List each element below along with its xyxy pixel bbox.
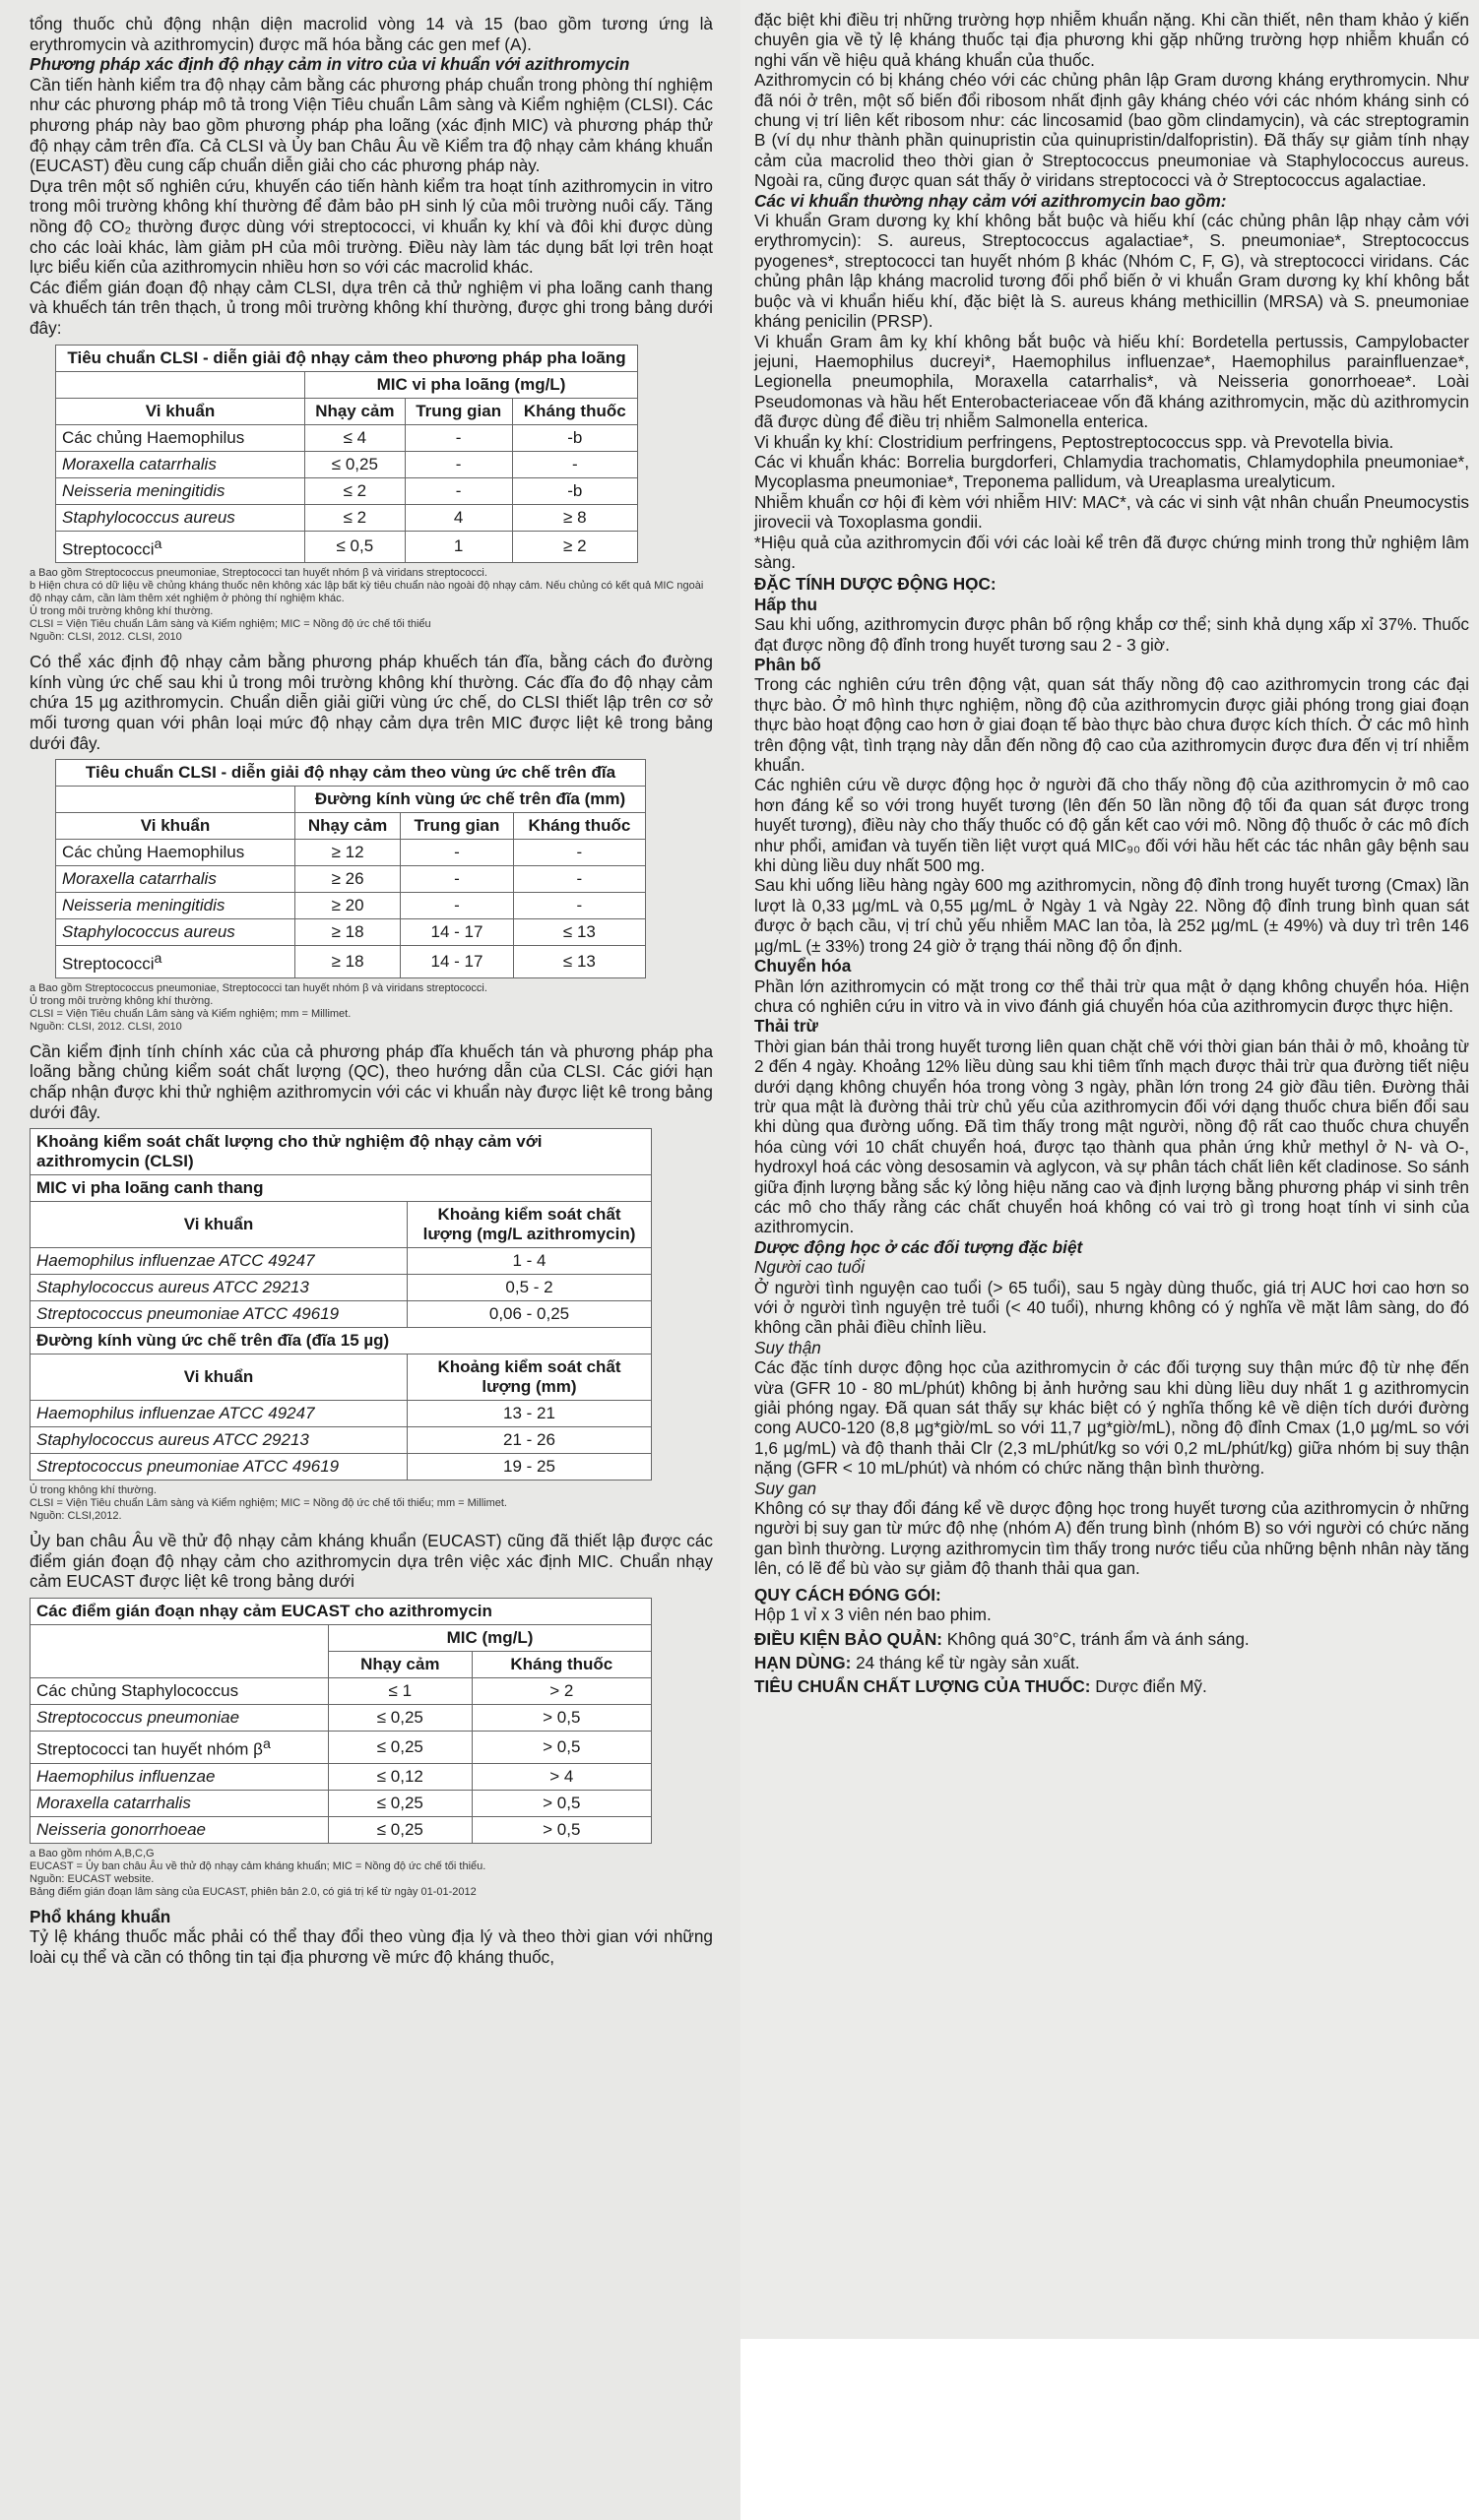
value-cell-r: -b bbox=[512, 477, 637, 504]
bacteria-name-cell bbox=[31, 1763, 329, 1790]
spectrum-paragraph: Tỷ lệ kháng thuốc mắc phải có thể thay đổi theo vùng địa lý và theo thời gian với những loài cụ thể và cần có thông tin tại địa phương về mức độ kháng thuốc, bbox=[30, 1926, 713, 1967]
table-row bbox=[56, 424, 638, 451]
hepatic-paragraph: Không có sự thay đổi đáng kể về dược động học trong huyết tương của azithromycin ở những người bị suy gan từ mức độ nhẹ (nhóm A) đến trung bình (nhóm B) so với người có chức năng gan bình thường. Lượng azithromycin tìm thấy trong nước tiểu của những bệnh nhân này tăng lên, có lẽ để bù vào sự giảm độ thanh thải qua gan. bbox=[754, 1498, 1469, 1579]
metabolism-heading: Chuyển hóa bbox=[754, 956, 852, 976]
bacteria-name: Moraxella catarrhalis bbox=[62, 454, 217, 473]
range-cell: 19 - 25 bbox=[408, 1454, 652, 1480]
bacteria-name: Staphylococcus aureus bbox=[62, 922, 235, 942]
bacteria-name: Haemophilus influenzae bbox=[36, 1766, 216, 1786]
bacteria-name: Streptococci tan huyết nhóm β bbox=[36, 1739, 263, 1759]
eucast-table bbox=[30, 1598, 652, 1844]
continued-paragraph: đặc biệt khi điều trị những trường hợp nhiễm khuẩn nặng. Khi cần thiết, nên tham khảo ý kiến chuyên gia về tỷ lệ kháng thuốc tại địa phương khi gặp những trường hợp nhiễm khuẩn có nghi vấn về hiệu quả kháng khuẩn của thuốc. bbox=[754, 10, 1469, 70]
value-cell-s: ≤ 1 bbox=[329, 1677, 473, 1704]
value-cell-r: - bbox=[512, 451, 637, 477]
table-body bbox=[31, 1677, 652, 1843]
footnote-line: EUCAST = Ủy ban châu Âu về thử độ nhạy cảm kháng khuẩn; MIC = Nồng độ ức chế tối thiểu. bbox=[30, 1859, 486, 1872]
footnote-line: CLSI = Viện Tiêu chuẩn Lâm sàng và Kiểm nghiệm; MIC = Nồng độ ức chế tối thiểu; mm = Millimet. bbox=[30, 1497, 507, 1510]
table-row bbox=[31, 1816, 652, 1843]
col-header-susceptible: Nhạy cảm bbox=[295, 813, 401, 840]
value-cell-s: ≤ 2 bbox=[305, 504, 406, 531]
footnote-marker: a bbox=[154, 951, 162, 968]
table-footnotes bbox=[30, 1848, 713, 1899]
quality-line bbox=[754, 1676, 1469, 1696]
distribution-paragraph-3: Sau khi uống liều hàng ngày 600 mg azithromycin, nồng độ đỉnh trong huyết tương (Cmax) lần lượt là 0,33 µg/mL và 0,55 µg/mL ở Ngày 1 và Ngày 22. Nồng độ đỉnh trung bình quan sát được ở bạch cầu, vị trí chủ yếu nhiễm MAC lan tỏa, là 252 µg/mL (± 49%) và duy trì trên 146 µg/mL (± 33%) trong 24 giờ ở trạng thái nồng độ ổn định. bbox=[754, 875, 1469, 956]
range-cell: 13 - 21 bbox=[408, 1401, 652, 1427]
value-cell-i: 14 - 17 bbox=[401, 946, 514, 978]
bacteria-name-cell bbox=[56, 866, 295, 893]
bacteria-name-cell bbox=[56, 840, 295, 866]
table-group-header: MIC (mg/L) bbox=[329, 1624, 652, 1651]
method-paragraph-2: Dựa trên một số nghiên cứu, khuyến cáo tiến hành kiểm tra hoạt tính azithromycin in vitro trong môi trường không khí thường để đảm bảo pH sinh lý của môi trường nuôi cấy. Tăng nồng độ CO₂ thường được dùng với streptococci, vi khuẩn kỵ khí và đôi khi được dùng cho các loài khác, làm giảm pH của môi trường. Điều này làm tác dụng bất lợi trên hoạt lực biểu kiến của azithromycin nhiều hơn so với các macrolid khác. bbox=[30, 175, 713, 278]
storage-line bbox=[754, 1629, 1469, 1649]
table-footnotes bbox=[30, 1484, 713, 1523]
bacteria-name: Neisseria meningitidis bbox=[62, 480, 225, 500]
bacteria-name: Staphylococcus aureus ATCC 29213 bbox=[36, 1430, 309, 1450]
col-header-resistant: Kháng thuốc bbox=[472, 1651, 651, 1677]
value-cell-r: > 0,5 bbox=[472, 1816, 651, 1843]
anaerobes-paragraph: Vi khuẩn kỵ khí: Clostridium perfringens, Peptostreptococcus spp. và Prevotella bivia. bbox=[754, 431, 1394, 452]
bacteria-name-cell bbox=[31, 1677, 329, 1704]
value-cell-r: - bbox=[513, 893, 645, 919]
bacteria-name-cell bbox=[56, 893, 295, 919]
bacteria-name-cell bbox=[31, 1790, 329, 1816]
table-row bbox=[31, 1704, 652, 1731]
distribution-paragraph-1: Trong các nghiên cứu trên động vật, quan sát thấy nồng độ cao azithromycin trong các đại thực bào. Ở mô hình thực nghiệm, nồng độ của azithromycin được giải phóng trong giai đoạn thực bào hoạt động cao hơn ở giai đoạn tế bào thực bào chưa được kích thích. Ở các mô hình trên động vật, tình trạng này dẫn đến nồng độ cao của azithromycin được đưa đến vị trí nhiễm khuẩn. bbox=[754, 674, 1469, 776]
storage-value: Không quá 30°C, tránh ẩm và ánh sáng. bbox=[946, 1628, 1250, 1649]
value-cell-r: > 2 bbox=[472, 1677, 651, 1704]
value-cell-s: ≤ 0,5 bbox=[305, 531, 406, 563]
table-section-broth: MIC vi pha loãng canh thang bbox=[31, 1175, 652, 1202]
value-cell-s: ≥ 18 bbox=[295, 919, 401, 946]
table-caption: Tiêu chuẩn CLSI - diễn giải độ nhạy cảm theo phương pháp pha loãng bbox=[56, 345, 638, 371]
table-row bbox=[31, 1677, 652, 1704]
gram-positive-paragraph: Vi khuẩn Gram dương kỵ khí không bắt buộc và hiếu khí (các chủng phân lập nhạy cảm với erythromycin): S. aureus, Streptococcus agalactiae*, S. pneumoniae*, Streptococcus pyogenes*, streptococci tan huyết nhóm β khác (Nhóm C, F, G), và streptococci viridans. Các chủng phân lập kháng macrolid tương đối phổ biến ở vi khuẩn Gram dương kỵ khí không bắt buộc và vi khuẩn hiếu khí, đặc biệt là S. aureus kháng methicillin (MRSA) và S. pneumoniae kháng penicilin (PRSP). bbox=[754, 211, 1469, 332]
method-paragraph-3: Các điểm gián đoạn độ nhạy cảm CLSI, dựa trên cả thử nghiệm vi pha loãng canh thang và khuếch tán trên thạch, ủ trong môi trường không khí thường, được ghi trong bảng dưới đây: bbox=[30, 277, 713, 338]
bacteria-name: Các chủng Haemophilus bbox=[62, 427, 245, 447]
blank-area bbox=[740, 2339, 1479, 2520]
value-cell-s: ≥ 26 bbox=[295, 866, 401, 893]
bacteria-name: Streptococcus pneumoniae bbox=[36, 1707, 240, 1727]
col-header-range: Khoảng kiểm soát chất lượng (mg/L azithromycin) bbox=[408, 1202, 652, 1248]
bacteria-name-cell bbox=[31, 1731, 329, 1763]
range-cell: 1 - 4 bbox=[408, 1248, 652, 1275]
footnote-line: Nguồn: EUCAST website. bbox=[30, 1872, 155, 1885]
footnote-marker: a bbox=[262, 1735, 271, 1752]
bacteria-name-cell bbox=[31, 1704, 329, 1731]
value-cell-i: 1 bbox=[405, 531, 512, 563]
value-cell-s: ≤ 0,25 bbox=[305, 451, 406, 477]
footnote-line: Nguồn: CLSI,2012. bbox=[30, 1510, 122, 1523]
expiry-line bbox=[754, 1653, 1469, 1672]
bacteria-name-cell bbox=[56, 451, 305, 477]
value-cell-s: ≤ 0,25 bbox=[329, 1704, 473, 1731]
col-header-resistant: Kháng thuốc bbox=[512, 398, 637, 424]
efficacy-note: *Hiệu quả của azithromycin đối với các loài kể trên đã được chứng minh trong thử nghiệm lâm sàng. bbox=[754, 532, 1469, 572]
value-cell-r: > 0,5 bbox=[472, 1731, 651, 1763]
bacteria-name-cell bbox=[56, 424, 305, 451]
footnote-line: Nguồn: CLSI, 2012. CLSI, 2010 bbox=[30, 1020, 182, 1033]
footnote-line: a Bao gồm Streptococcus pneumoniae, Streptococci tan huyết nhóm β và viridans streptococci. bbox=[30, 981, 487, 994]
footnote-line: a Bao gồm nhóm A,B,C,G bbox=[30, 1847, 155, 1859]
method-heading: Phương pháp xác định độ nhạy cảm in vitro của vi khuẩn với azithromycin bbox=[30, 54, 630, 75]
bacteria-name-cell bbox=[31, 1816, 329, 1843]
method-paragraph-1: Cần tiến hành kiểm tra độ nhạy cảm bằng các phương pháp chuẩn trong phòng thí nghiệm như các phương pháp mô tả trong Viện Tiêu chuẩn Lâm sàng và Kiểm nghiệm (CLSI). Các phương pháp này bao gồm phương pháp pha loãng (xác định MIC) và phương pháp thử độ nhạy cảm trên đĩa. Cả CLSI và Ủy ban Châu Âu về Kiểm tra độ nhạy cảm kháng khuẩn (EUCAST) đều cung cấp chuẩn diễn giải cho các phương pháp này. bbox=[30, 74, 713, 176]
col-header-range: Khoảng kiểm soát chất lượng (mm) bbox=[408, 1354, 652, 1401]
value-cell-s: ≤ 0,25 bbox=[329, 1790, 473, 1816]
elimination-paragraph: Thời gian bán thải trong huyết tương liên quan chặt chẽ với thời gian bán thải ở mô, khoảng từ 2 đến 4 ngày. Khoảng 12% liều dùng sau khi tiêm tĩnh mạch được thải trừ qua đường tiết niệu dưới dạng không chuyển hóa trong vòng 3 ngày, phần lớn trong 24 giờ đầu tiên. Đường thải trừ qua mật là đường thải trừ chủ yếu của azithromycin đối với dạng thuốc chưa biến đổi sau khi dùng qua đường uống. Đã tìm thấy trong mật người, nồng độ rất cao thuốc chưa chuyển hóa cùng với 10 chất chuyển hoá, được tạo thành qua phản ứng khử methyl ở N- và O-, hydroxyl hoá các vòng desosamin và aglycon, và sự phân tách chất liên kết cladinose. So sánh giữa định lượng bằng sắc ký lỏng hiệu năng cao và định lượng bằng phương pháp vi sinh trên các mô cho thấy rằng các chất chuyển hoá không có vai trò gì trong hoạt tính vi sinh của azithromycin. bbox=[754, 1036, 1469, 1237]
table-caption: Các điểm gián đoạn nhạy cảm EUCAST cho azithromycin bbox=[31, 1598, 652, 1624]
range-cell: 0,06 - 0,25 bbox=[408, 1301, 652, 1328]
value-cell-s: ≤ 0,25 bbox=[329, 1731, 473, 1763]
value-cell-s: ≥ 18 bbox=[295, 946, 401, 978]
table-body bbox=[56, 840, 646, 978]
bacteria-name: Neisseria gonorrhoeae bbox=[36, 1819, 206, 1839]
bacteria-name: Streptococci bbox=[62, 539, 155, 559]
bacteria-name: Streptococcus pneumoniae ATCC 49619 bbox=[36, 1457, 340, 1477]
table-row bbox=[56, 504, 638, 531]
range-cell: 21 - 26 bbox=[408, 1427, 652, 1454]
bacteria-name: Các chủng Staphylococcus bbox=[36, 1680, 239, 1700]
bacteria-name: Streptococcus pneumoniae ATCC 49619 bbox=[36, 1304, 340, 1324]
value-cell-s: ≤ 4 bbox=[305, 424, 406, 451]
value-cell-i: - bbox=[401, 893, 514, 919]
distribution-heading: Phân bố bbox=[754, 655, 821, 674]
renal-heading: Suy thận bbox=[754, 1337, 821, 1357]
expiry-label: HẠN DÙNG: bbox=[754, 1652, 852, 1672]
table-row bbox=[31, 1454, 652, 1480]
renal-paragraph: Các đặc tính dược động học của azithromycin ở các đối tượng suy thận mức độ từ nhẹ đến vừa (GFR 10 - 80 mL/phút) không bị ảnh hưởng sau khi dùng liều duy nhất 1 g azithromycin giải phóng ngay. Đã quan sát thấy sự khác biệt có ý nghĩa thống kê về diện tích dưới đường cong AUC0-120 (8,8 µg*giờ/mL so với 11,7 µg*giờ/mL), nồng độ đỉnh Cmax (1,0 µg/mL so với 1,6 µg/mL) và độ thanh thải Clr (2,3 mL/phút/kg so với 0,2 mL/phút/kg) giữa nhóm bị suy thận nặng (GFR < 10 mL/phút) và nhóm có chức năng thận bình thường. bbox=[754, 1357, 1469, 1479]
table-caption: Tiêu chuẩn CLSI - diễn giải độ nhạy cảm theo vùng ức chế trên đĩa bbox=[56, 760, 646, 787]
cross-resistance-paragraph: Azithromycin có bị kháng chéo với các chủng phân lập Gram dương kháng erythromycin. Như đã nói ở trên, một số biến đổi ribosom nhất định gây kháng chéo với các nhóm kháng sinh có chung vị trí liên kết ribosom như: các lincosamid (bao gồm clindamycin), và các streptogramin B (ví dụ như thành phần quinupristin của quinupristin/dalfopristin). Đã thấy sự giảm tính nhạy cảm của macrolid theo thời gian ở Streptococcus pneumoniae và Staphylococcus aureus. Ngoài ra, cũng được quan sát thấy ở viridans streptococci và ở Streptococcus agalactiae. bbox=[754, 70, 1469, 191]
footnote-line: b Hiện chưa có dữ liệu về chủng kháng thuốc nên không xác lập bất kỳ tiêu chuẩn nào ngoài độ nhạy cảm. Nếu chủng có kết quả MIC ngoài độ nhạy cảm, cần làm thêm xét nghiệm ở phòng thí nghiệm khác. bbox=[30, 580, 704, 605]
bacteria-name: Moraxella catarrhalis bbox=[62, 869, 217, 889]
table-footnotes bbox=[30, 982, 713, 1034]
table-row bbox=[31, 1790, 652, 1816]
bacteria-name-cell bbox=[56, 477, 305, 504]
col-header-bacteria: Vi khuẩn bbox=[56, 398, 305, 424]
table-row bbox=[56, 946, 646, 978]
pk-heading: ĐẶC TÍNH DƯỢC ĐỘNG HỌC: bbox=[754, 574, 997, 595]
table-row bbox=[56, 840, 646, 866]
table-row bbox=[56, 451, 638, 477]
value-cell-r: ≤ 13 bbox=[513, 946, 645, 978]
other-bacteria-paragraph: Các vi khuẩn khác: Borrelia burgdorferi, Chlamydia trachomatis, Chlamydophila pneumoniae*, Mycoplasma pneumoniae*, Treponema pallidum, và Ureaplasma urealyticum. bbox=[754, 451, 1469, 492]
bacteria-name-cell bbox=[31, 1401, 408, 1427]
bacteria-name-cell bbox=[31, 1454, 408, 1480]
table-row bbox=[56, 919, 646, 946]
bacteria-name-cell bbox=[31, 1301, 408, 1328]
table-row bbox=[56, 477, 638, 504]
footnote-line: Nguồn: CLSI, 2012. CLSI, 2010 bbox=[30, 631, 182, 644]
table-row bbox=[31, 1275, 652, 1301]
footnote-line: a Bao gồm Streptococcus pneumoniae, Streptococci tan huyết nhóm β và viridans streptococci. bbox=[30, 567, 487, 580]
value-cell-s: ≤ 0,12 bbox=[329, 1763, 473, 1790]
right-column bbox=[740, 0, 1479, 2520]
value-cell-i: 14 - 17 bbox=[401, 919, 514, 946]
value-cell-i: - bbox=[405, 451, 512, 477]
footnote-line: CLSI = Viện Tiêu chuẩn Lâm sàng và Kiểm nghiệm; MIC = Nồng độ ức chế tối thiểu bbox=[30, 618, 431, 631]
susceptible-heading: Các vi khuẩn thường nhạy cảm với azithromycin bao gồm: bbox=[754, 190, 1227, 211]
bacteria-name-cell bbox=[31, 1248, 408, 1275]
table-row bbox=[31, 1301, 652, 1328]
bacteria-name: Moraxella catarrhalis bbox=[36, 1793, 191, 1812]
absorption-heading: Hấp thu bbox=[754, 594, 817, 614]
intro-text: tổng thuốc chủ động nhận diện macrolid vòng 14 và 15 (bao gồm tương ứng là erythromycin và azithromycin) được mã hóa bằng các gen mef (A). bbox=[30, 14, 713, 54]
table-group-header: Đường kính vùng ức chế trên đĩa (mm) bbox=[295, 787, 646, 813]
value-cell-i: - bbox=[401, 840, 514, 866]
quality-label: TIÊU CHUẨN CHẤT LƯỢNG CỦA THUỐC: bbox=[754, 1676, 1091, 1697]
qc-range-table bbox=[30, 1128, 652, 1480]
value-cell-r: > 0,5 bbox=[472, 1790, 651, 1816]
value-cell-r: ≤ 13 bbox=[513, 919, 645, 946]
elimination-heading: Thải trừ bbox=[754, 1016, 818, 1037]
footnote-line: CLSI = Viện Tiêu chuẩn Lâm sàng và Kiểm nghiệm; mm = Millimet. bbox=[30, 1007, 352, 1020]
table-footnotes bbox=[30, 567, 713, 644]
distribution-paragraph-2: Các nghiên cứu về dược động học ở người đã cho thấy nồng độ của azithromycin ở mô cao hơn đáng kể so với trong huyết tương (lên đến 50 lần nồng độ tối đa quan sát được trong huyết tương), điều này cho thấy thuốc có độ gắn kết cao với mô. Nồng độ thuốc ở các mô đích như phổi, amiđan và tuyến tiền liệt vượt quá MIC₉₀ đối với hầu hết các tác nhân gây bệnh sau khi dùng liều duy nhất 500 mg. bbox=[754, 775, 1469, 876]
col-header-bacteria: Vi khuẩn bbox=[31, 1202, 408, 1248]
col-header-susceptible: Nhạy cảm bbox=[329, 1651, 473, 1677]
table-row bbox=[31, 1401, 652, 1427]
col-header-intermediate: Trung gian bbox=[401, 813, 514, 840]
value-cell-i: - bbox=[405, 477, 512, 504]
bacteria-name: Các chủng Haemophilus bbox=[62, 843, 245, 862]
value-cell-r: > 0,5 bbox=[472, 1704, 651, 1731]
bacteria-name: Haemophilus influenzae ATCC 49247 bbox=[36, 1404, 315, 1423]
footnote-line: Ủ trong không khí thường. bbox=[30, 1484, 157, 1497]
value-cell-s: ≤ 2 bbox=[305, 477, 406, 504]
value-cell-r: ≥ 2 bbox=[512, 531, 637, 563]
col-header-intermediate: Trung gian bbox=[405, 398, 512, 424]
bacteria-name-cell bbox=[56, 919, 295, 946]
table-caption: Khoảng kiểm soát chất lượng cho thử nghiệm độ nhạy cảm với azithromycin (CLSI) bbox=[31, 1129, 652, 1175]
special-populations-heading: Dược động học ở các đối tượng đặc biệt bbox=[754, 1236, 1083, 1257]
value-cell-i: - bbox=[405, 424, 512, 451]
table-group-header: MIC vi pha loãng (mg/L) bbox=[305, 371, 638, 398]
value-cell-s: ≥ 20 bbox=[295, 893, 401, 919]
elderly-paragraph: Ở người tình nguyện cao tuổi (> 65 tuổi), sau 5 ngày dùng thuốc, giá trị AUC hơi cao hơn so với ở người tình nguyện trẻ tuổi (< 40 tuổi), nhưng không có ý nghĩa về mặt lâm sàng, do đó không cần phải điều chỉnh liều. bbox=[754, 1277, 1469, 1338]
range-cell: 0,5 - 2 bbox=[408, 1275, 652, 1301]
eucast-paragraph: Ủy ban châu Âu về thử độ nhạy cảm kháng khuẩn (EUCAST) cũng đã thiết lập được các điểm gián đoạn độ nhạy cảm cho azithromycin dựa trên việc xác định MIC. Chuẩn nhạy cảm EUCAST được liệt kê trong bảng dưới bbox=[30, 1531, 713, 1592]
table-body bbox=[31, 1401, 652, 1480]
bacteria-name: Staphylococcus aureus ATCC 29213 bbox=[36, 1278, 309, 1297]
clsi-dilution-table bbox=[55, 345, 638, 564]
packaging-label: QUY CÁCH ĐÓNG GÓI: bbox=[754, 1584, 941, 1605]
value-cell-r: -b bbox=[512, 424, 637, 451]
col-header-bacteria: Vi khuẩn bbox=[56, 813, 295, 840]
metabolism-paragraph: Phần lớn azithromycin có mặt trong cơ thể thải trừ qua mật ở dạng không chuyển hóa. Hiện chưa có nghiên cứu in vitro và in vivo đánh giá chuyển hóa của azithromycin được thực hiện. bbox=[754, 976, 1469, 1016]
quality-value: Dược điển Mỹ. bbox=[1095, 1676, 1207, 1697]
bacteria-name-cell bbox=[31, 1427, 408, 1454]
value-cell-r: ≥ 8 bbox=[512, 504, 637, 531]
footnote-line: Ủ trong môi trường không khí thường. bbox=[30, 605, 214, 618]
bacteria-name: Staphylococcus aureus bbox=[62, 507, 235, 527]
hiv-paragraph: Nhiễm khuẩn cơ hội đi kèm với nhiễm HIV: MAC*, và các vi sinh vật nhân chuẩn Pneumocystis jirovecii và Toxoplasma gondii. bbox=[754, 491, 1469, 533]
col-header-bacteria: Vi khuẩn bbox=[31, 1354, 408, 1401]
bacteria-name-cell bbox=[31, 1275, 408, 1301]
hepatic-heading: Suy gan bbox=[754, 1478, 817, 1498]
bacteria-name-cell bbox=[56, 531, 305, 563]
value-cell-r: - bbox=[513, 866, 645, 893]
absorption-paragraph: Sau khi uống, azithromycin được phân bố rộng khắp cơ thể; sinh khả dụng xấp xỉ 37%. Thuốc đạt được nồng độ đỉnh trong huyết tương sau 2 - 3 giờ. bbox=[754, 614, 1469, 655]
table-row bbox=[31, 1248, 652, 1275]
bacteria-name: Haemophilus influenzae ATCC 49247 bbox=[36, 1251, 315, 1271]
footnote-marker: a bbox=[154, 536, 162, 552]
bacteria-name-cell bbox=[56, 504, 305, 531]
value-cell-s: ≤ 0,25 bbox=[329, 1816, 473, 1843]
table-row bbox=[56, 866, 646, 893]
table-row bbox=[56, 893, 646, 919]
footnote-line: Ủ trong môi trường không khí thường. bbox=[30, 994, 214, 1007]
expiry-value: 24 tháng kể từ ngày sản xuất. bbox=[856, 1652, 1080, 1672]
qc-paragraph: Cần kiểm định tính chính xác của cả phương pháp đĩa khuếch tán và phương pháp pha loãng bằng chủng kiểm soát chất lượng (QC), theo hướng dẫn của CLSI. Các giới hạn chấp nhận được khi thử nghiệm azithromycin với các vi khuẩn này được liệt kê trong bảng dưới đây. bbox=[30, 1040, 713, 1122]
bacteria-name: Streptococci bbox=[62, 954, 155, 974]
disc-paragraph: Có thể xác định độ nhạy cảm bằng phương pháp khuếch tán đĩa, bằng cách đo đường kính vùng ức chế sau khi ủ trong môi trường không khí thường. Các đĩa đo độ nhạy cảm chứa 15 µg azithromycin. Chuẩn diễn giải giữi vùng ức chế, do CLSI thiết lập trên cơ sở mối tương quan với phân loại mức độ nhạy cảm dựa trên MIC được liệt kê trong bảng dưới đây. bbox=[30, 652, 713, 753]
table-section-disc: Đường kính vùng ức chế trên đĩa (đĩa 15 µg) bbox=[31, 1328, 652, 1354]
value-cell-s: ≥ 12 bbox=[295, 840, 401, 866]
spectrum-heading: Phổ kháng khuẩn bbox=[30, 1906, 171, 1926]
col-header-susceptible: Nhạy cảm bbox=[305, 398, 406, 424]
table-row bbox=[31, 1763, 652, 1790]
elderly-heading: Người cao tuổi bbox=[754, 1257, 866, 1278]
table-row bbox=[31, 1427, 652, 1454]
table-row bbox=[31, 1731, 652, 1763]
value-cell-r: - bbox=[513, 840, 645, 866]
value-cell-i: - bbox=[401, 866, 514, 893]
packaging-line bbox=[754, 1585, 1469, 1625]
table-body bbox=[31, 1248, 652, 1328]
table-row bbox=[56, 531, 638, 563]
storage-label: ĐIỀU KIỆN BẢO QUẢN: bbox=[754, 1628, 942, 1649]
bacteria-name-cell bbox=[56, 946, 295, 978]
value-cell-i: 4 bbox=[405, 504, 512, 531]
packaging-value: Hộp 1 vỉ x 3 viên nén bao phim. bbox=[754, 1605, 992, 1625]
bacteria-name: Neisseria meningitidis bbox=[62, 896, 225, 915]
clsi-disc-table bbox=[55, 759, 646, 978]
col-header-resistant: Kháng thuốc bbox=[513, 813, 645, 840]
value-cell-r: > 4 bbox=[472, 1763, 651, 1790]
footnote-line: Bảng điểm gián đoạn lâm sàng của EUCAST, phiên bản 2.0, có giá trị kể từ ngày 01-01-2012 bbox=[30, 1885, 477, 1898]
table-body bbox=[56, 424, 638, 563]
gram-negative-paragraph: Vi khuẩn Gram âm kỵ khí không bắt buộc và hiếu khí: Bordetella pertussis, Campylobacter jejuni, Haemophilus ducreyi*, Haemophilus influenzae*, Haemophilus parainfluenzae*, Legionella pneumophila, Moraxella catarrhalis*, và Neisseria gonorrhoeae*. Loài Pseudomonas và hầu hết Enterobacteriaceae vốn đã kháng azithromycin, mặc dù azithromycin đã được dùng để điều trị nhiễm Salmonella enterica. bbox=[754, 331, 1469, 432]
